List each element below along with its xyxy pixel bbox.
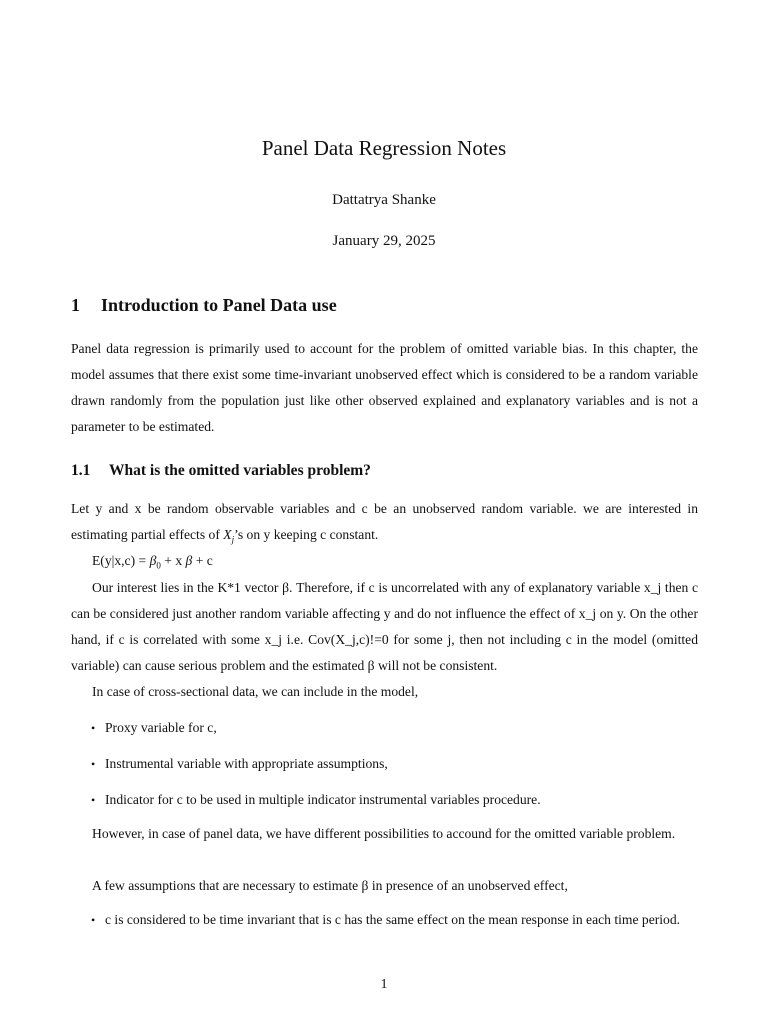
subsection-number: 1.1: [71, 462, 91, 479]
list-item: • c is considered to be time invariant that is c has the same effect on the mean response in each time period.: [91, 907, 698, 933]
intro-paragraph: Panel data regression is primarily used to account for the problem of omitted variable bias. In this chapter, the model assumes that there exist some time-invariant unobserved effect which is considered to be a random variable drawn randomly from the population just like other observed explained and explanatory variables and is not a parameter to be estimated.: [71, 341, 698, 434]
bullet-icon: •: [91, 793, 96, 807]
document-date: January 29, 2025: [332, 233, 436, 249]
document-author: Dattatrya Shanke: [332, 192, 436, 208]
bullet-icon: •: [91, 757, 96, 771]
list-item: • Instrumental variable with appropriate assumptions,: [91, 751, 698, 777]
list-item: • Indicator for c to be used in multiple indicator instrumental variables procedure.: [91, 787, 698, 813]
conditional-expectation-equation: $E(y|x,c) = \beta_0 + x$ β + c: [92, 553, 213, 571]
subsection-title: What is the omitted variables problem?: [109, 462, 371, 479]
page-number: 1: [380, 976, 388, 991]
subsection-1-1-heading: [71, 462, 371, 480]
document-title: Panel Data Regression Notes: [261, 136, 507, 160]
panel-data-paragraph: However, in case of panel data, we have different possibilities to accound for the omitted variable problem.: [92, 826, 676, 841]
list-item: • Proxy variable for c,: [91, 715, 698, 741]
omitted-variable-paragraph: Let y and x be random observable variables and c be an unobserved random variable. we are interested in estimating partial effects of $X_j’s$ on y keeping c constant.: [71, 501, 698, 545]
bullet-icon: •: [91, 721, 96, 735]
section-title: Introduction to Panel Data use: [101, 295, 337, 315]
assumptions-paragraph: A few assumptions that are necessary to estimate β in presence of an unobserved effect,: [92, 878, 568, 893]
section-1-heading: [71, 295, 337, 316]
cross-section-paragraph: In case of cross-sectional data, we can include in the model,: [92, 684, 419, 699]
bullet-icon: •: [91, 913, 96, 927]
interest-paragraph: Our interest lies in the K*1 vector β. Therefore, if c is uncorrelated with any of explanatory variable x_j then c can be considered just another random variable affecting y and do not influence the effect of x_j on y. On the other hand, if c is correlated with some x_j i.e. Cov(X_j,c)!=0 for some j, then not including c in the model (omitted variable) can cause serious problem and the estimated β will not be consistent.: [71, 580, 698, 673]
section-number: 1: [71, 295, 80, 315]
